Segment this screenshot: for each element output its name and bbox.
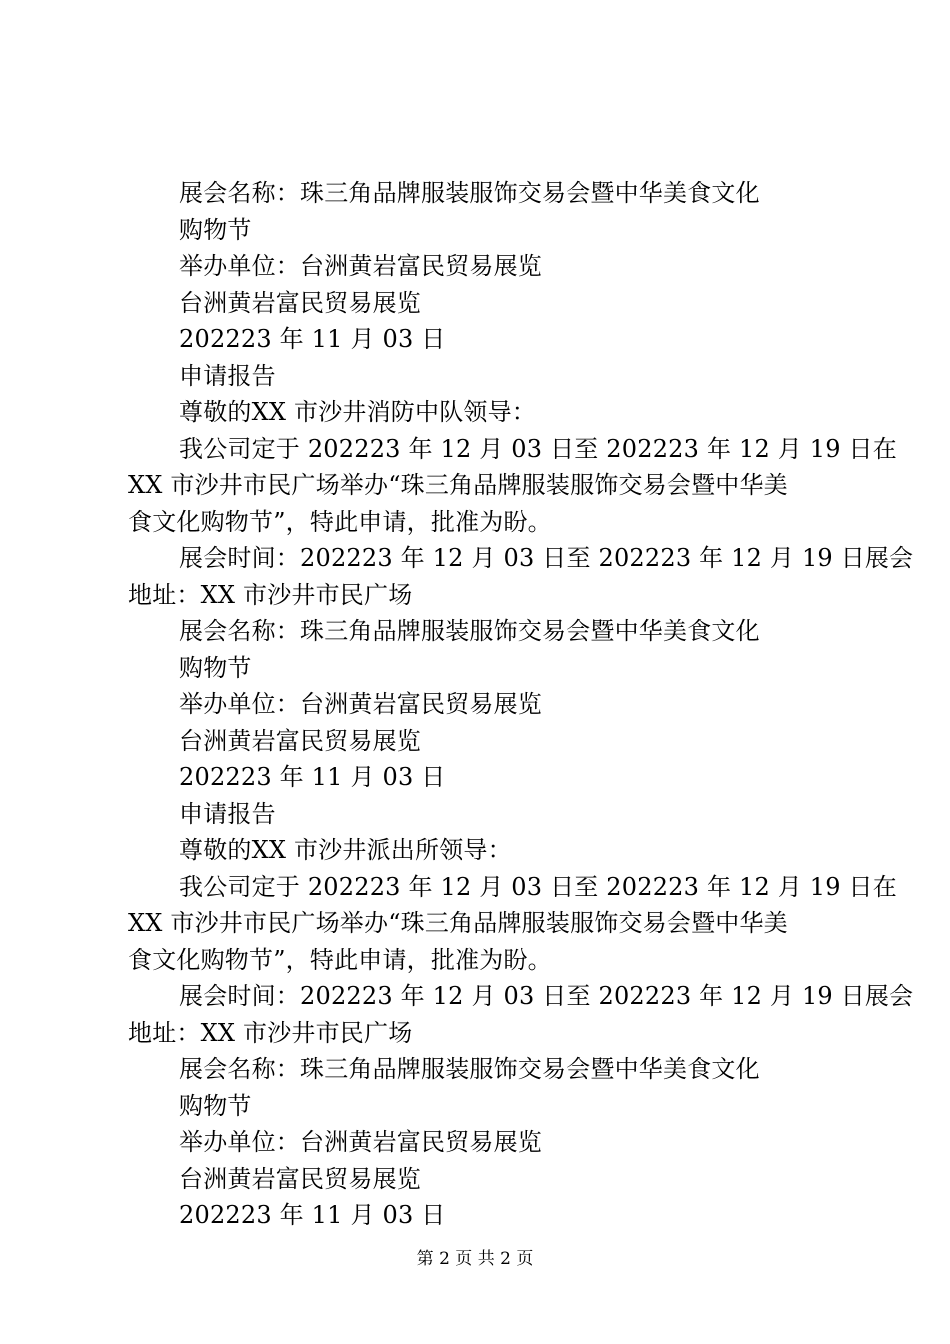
text-line: 购物节 [179, 1091, 252, 1120]
text-line: 展会时间：202223 年 12 月 03 日至 202223 年 12 月 19 日展会 [179, 982, 914, 1010]
text-line: XX 市沙井市民广场举办“珠三角品牌服装服饰交易会暨中华美 [128, 909, 788, 937]
text-line: 展会名称：珠三角品牌服装服饰交易会暨中华美食文化 [179, 1055, 760, 1083]
text-line: 台洲黄岩富民贸易展览 [179, 726, 421, 755]
text-line: 202223 年 11 月 03 日 [179, 325, 446, 353]
text-line: 食文化购物节”，特此申请，批准为盼。 [128, 945, 552, 974]
text-line: 台洲黄岩富民贸易展览 [179, 288, 421, 317]
text-line: 我公司定于 202223 年 12 月 03 日至 202223 年 12 月 19 日在 [179, 434, 897, 463]
text-line: 食文化购物节”，特此申请，批准为盼。 [128, 507, 552, 536]
text-line: 尊敬的XX 市沙井派出所领导： [179, 836, 512, 864]
text-line: 购物节 [179, 215, 252, 244]
text-line: 举办单位：台洲黄岩富民贸易展览 [179, 1128, 542, 1156]
text-line: 地址：XX 市沙井市民广场 [128, 1018, 413, 1047]
page-footer: 第 2 页 共 2 页 [416, 1249, 534, 1269]
text-line: XX 市沙井市民广场举办“珠三角品牌服装服饰交易会暨中华美 [128, 471, 788, 499]
text-line: 202223 年 11 月 03 日 [179, 763, 446, 791]
text-line: 举办单位：台洲黄岩富民贸易展览 [179, 690, 542, 718]
text-line: 展会名称：珠三角品牌服装服饰交易会暨中华美食文化 [179, 179, 760, 207]
text-line: 202223 年 11 月 03 日 [179, 1201, 446, 1229]
text-line: 尊敬的XX 市沙井消防中队领导： [179, 398, 536, 426]
text-line: 台洲黄岩富民贸易展览 [179, 1164, 421, 1193]
text-line: 展会名称：珠三角品牌服装服饰交易会暨中华美食文化 [179, 617, 760, 645]
text-line: 举办单位：台洲黄岩富民贸易展览 [179, 252, 542, 280]
text-line: 地址：XX 市沙井市民广场 [128, 580, 413, 609]
text-line: 展会时间：202223 年 12 月 03 日至 202223 年 12 月 19 日展会 [179, 544, 914, 572]
text-line: 我公司定于 202223 年 12 月 03 日至 202223 年 12 月 19 日在 [179, 872, 897, 901]
text-line: 购物节 [179, 653, 252, 682]
document-body [128, 175, 914, 1234]
text-line: 申请报告 [179, 361, 276, 390]
text-line: 申请报告 [179, 799, 276, 828]
